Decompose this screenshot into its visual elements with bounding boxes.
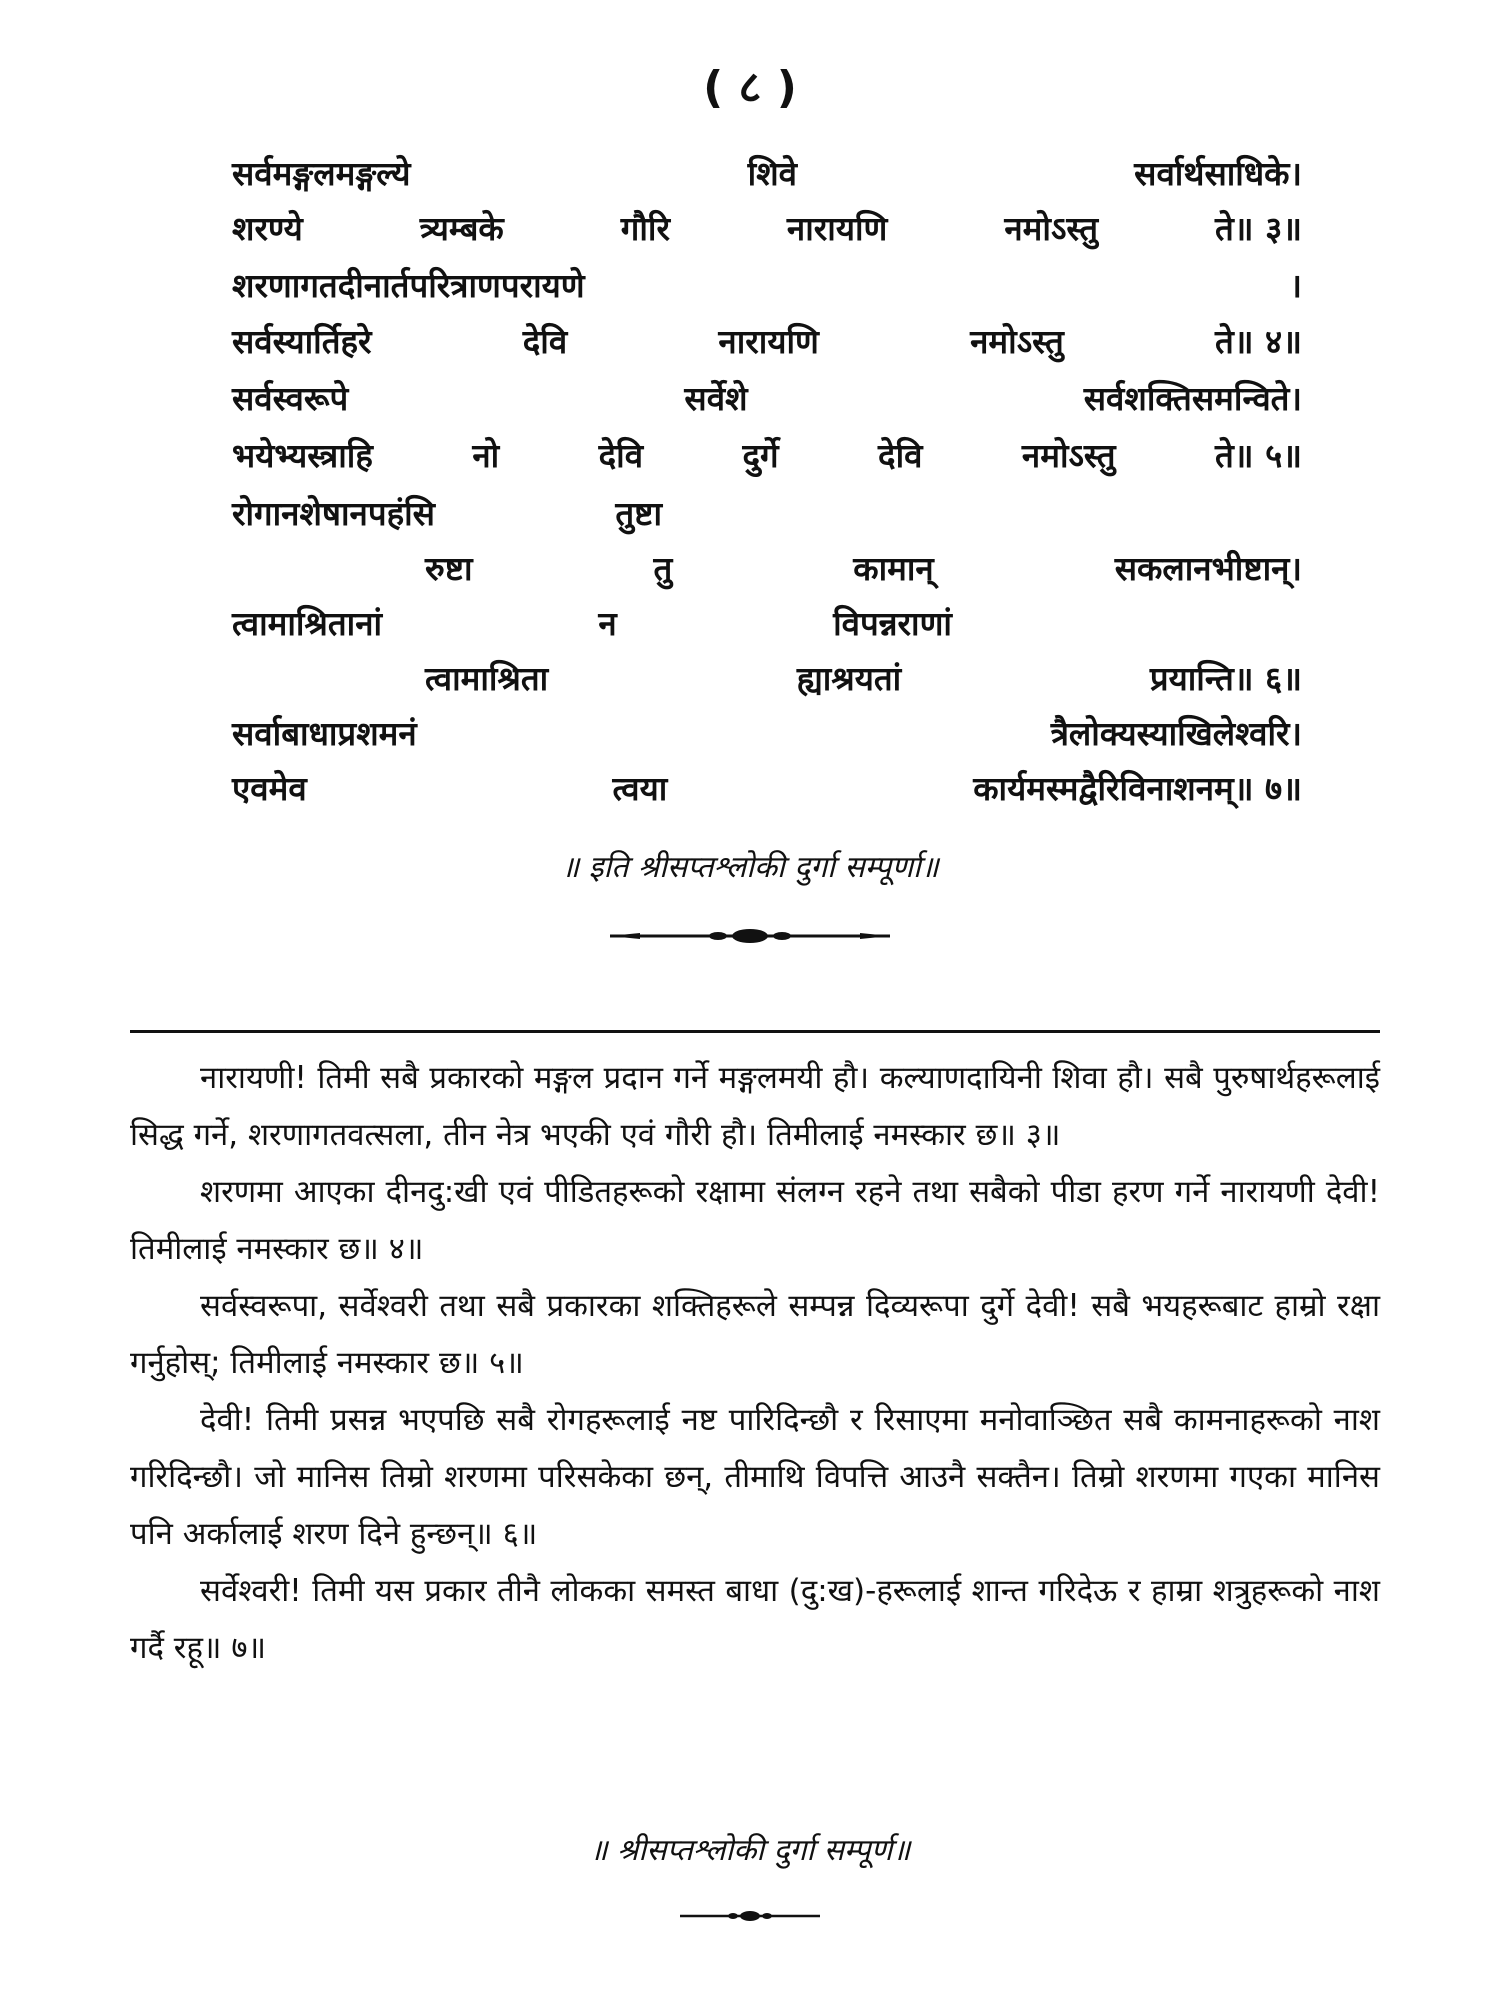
verse-word: सर्वस्वरूपे <box>232 379 349 418</box>
verse-word: कामान् <box>853 549 934 588</box>
verse-word: त्वामाश्रिता <box>425 659 549 698</box>
verse-word: सर्वस्यार्तिहरे <box>232 322 372 361</box>
ornament-divider-bottom <box>0 1908 1500 1924</box>
verse-word: ह्याश्रयतां <box>796 659 902 698</box>
verse-word: सकलानभीष्टान्। <box>1114 549 1302 588</box>
verse-word: रुष्टा <box>425 549 473 588</box>
verse-line <box>232 765 1302 821</box>
verse-word: शरण्ये <box>232 209 303 248</box>
verse-word: दुर्गे <box>742 436 779 475</box>
verse-line <box>232 262 1302 318</box>
translation-paragraph: नारायणी! तिमी सबै प्रकारको मङ्गल प्रदान गर्ने मङ्गलमयी हौ। कल्याणदायिनी शिवा हौ। सबै पुरुषार्थहरूलाई सिद्ध गर्ने, शरणागतवत्सला, तीन नेत्र भएकी एवं गौरी हौ। तिमीलाई नमस्कार छ॥ ३॥ <box>130 1060 1380 1153</box>
verse-word: गौरि <box>620 209 670 248</box>
ornament-divider-top <box>0 925 1500 947</box>
verse-word: त्रैलोक्यस्याखिलेश्वरि। <box>1050 714 1302 753</box>
verse-word: तु <box>653 549 673 588</box>
verse-word: सर्वार्थसाधिके। <box>1134 154 1302 193</box>
verse-word: ते॥ ४॥ <box>1214 322 1302 361</box>
verse-word: शरणागतदीनार्तपरित्राणपरायणे <box>232 266 585 305</box>
verse-word: विपन्नराणां <box>833 604 952 643</box>
verse-line <box>232 710 1302 766</box>
ornament-small-icon <box>675 1908 825 1924</box>
nepali-closing-line: ॥ श्रीसप्तश्लोकी दुर्गा सम्पूर्ण॥ <box>589 1833 911 1868</box>
verse-word: नारायणि <box>786 209 888 248</box>
verse-word: नमोऽस्तु <box>1004 209 1099 248</box>
verse-word: रोगानशेषानपहंसि <box>232 494 435 533</box>
verse-word: तुष्टा <box>615 494 662 533</box>
verse-word: नमोऽस्तु <box>970 322 1064 361</box>
verse-word: न <box>598 604 617 643</box>
verse-line <box>232 318 1302 374</box>
verse-word: सर्वमङ्गलमङ्गल्ये <box>232 154 411 193</box>
verse-word: सर्वाबाधाप्रशमनं <box>232 714 417 753</box>
verse-word: त्र्यम्बके <box>419 209 504 248</box>
ornament-icon <box>600 925 900 947</box>
translation-paragraph: सर्वस्वरूपा, सर्वेश्वरी तथा सबै प्रकारका शक्तिहरूले सम्पन्न दिव्यरूपा दुर्गे देवी! सबै भयहरूबाट हाम्रो रक्षा गर्नुहोस्; तिमीलाई नमस्कार छ॥ ५॥ <box>130 1288 1380 1381</box>
verse-word: देवि <box>598 436 644 475</box>
verse-word: भयेभ्यस्त्राहि <box>232 436 373 475</box>
verse-line <box>232 150 1302 206</box>
translation-paragraph: शरणमा आएका दीनदु:खी एवं पीडितहरूको रक्षामा संलग्न रहने तथा सबैको पीडा हरण गर्ने नारायणी देवी! तिमीलाई नमस्कार छ॥ ४॥ <box>130 1174 1380 1267</box>
verse-word: त्वामाश्रितानां <box>232 604 383 643</box>
translation-paragraph: सर्वेश्वरी! तिमी यस प्रकार तीनै लोकका समस्त बाधा (दु:ख)-हरूलाई शान्त गरिदेऊ र हाम्रा शत्रुहरूको नाश गर्दै रहू॥ ७॥ <box>130 1573 1380 1666</box>
verse-line <box>232 205 1302 261</box>
verse-word: नमोऽस्तु <box>1021 436 1116 475</box>
verse-word: कार्यमस्मद्वैरिविनाशनम्॥ ७॥ <box>973 769 1302 808</box>
verse-word: शिवे <box>747 154 797 193</box>
section-rule <box>130 1030 1380 1033</box>
verse-line <box>425 655 1302 711</box>
translation-paragraph: देवी! तिमी प्रसन्न भएपछि सबै रोगहरूलाई नष्ट पारिदिन्छौ र रिसाएमा मनोवाञ्छित सबै कामनाहरूको नाश गरिदिन्छौ। जो मानिस तिम्रो शरणमा परिसकेका छन्, तीमाथि विपत्ति आउनै सक्तैन। तिम्रो शरणमा गएका मानिस पनि अर्कालाई शरण दिने हुन्छन्॥ ६॥ <box>130 1402 1380 1552</box>
verse-line <box>232 600 952 656</box>
verse-word: नो <box>472 436 500 475</box>
verse-word: सर्वेशे <box>684 379 748 418</box>
verse-word: त्वया <box>612 769 668 808</box>
verse-word: नारायणि <box>718 322 819 361</box>
verse-word: ते॥ ५॥ <box>1215 436 1302 475</box>
verse-line <box>425 545 1302 601</box>
page-number: ( ८ ) <box>703 62 797 113</box>
verse-word: देवि <box>878 436 923 475</box>
verse-word: प्रयान्ति॥ ६॥ <box>1149 659 1302 698</box>
verse-word: देवि <box>522 322 568 361</box>
sanskrit-closing-line: ॥ इति श्रीसप्तश्लोकी दुर्गा सम्पूर्णा॥ <box>561 850 939 885</box>
nepali-translation <box>130 1050 1380 1677</box>
verse-word: ते॥ ३॥ <box>1215 209 1302 248</box>
verse-line <box>232 490 662 546</box>
verse-word: । <box>1289 266 1302 305</box>
verse-word: एवमेव <box>232 769 307 808</box>
verse-word: सर्वशक्तिसमन्विते। <box>1083 379 1302 418</box>
verse-line <box>232 432 1302 488</box>
verse-line <box>232 375 1302 431</box>
